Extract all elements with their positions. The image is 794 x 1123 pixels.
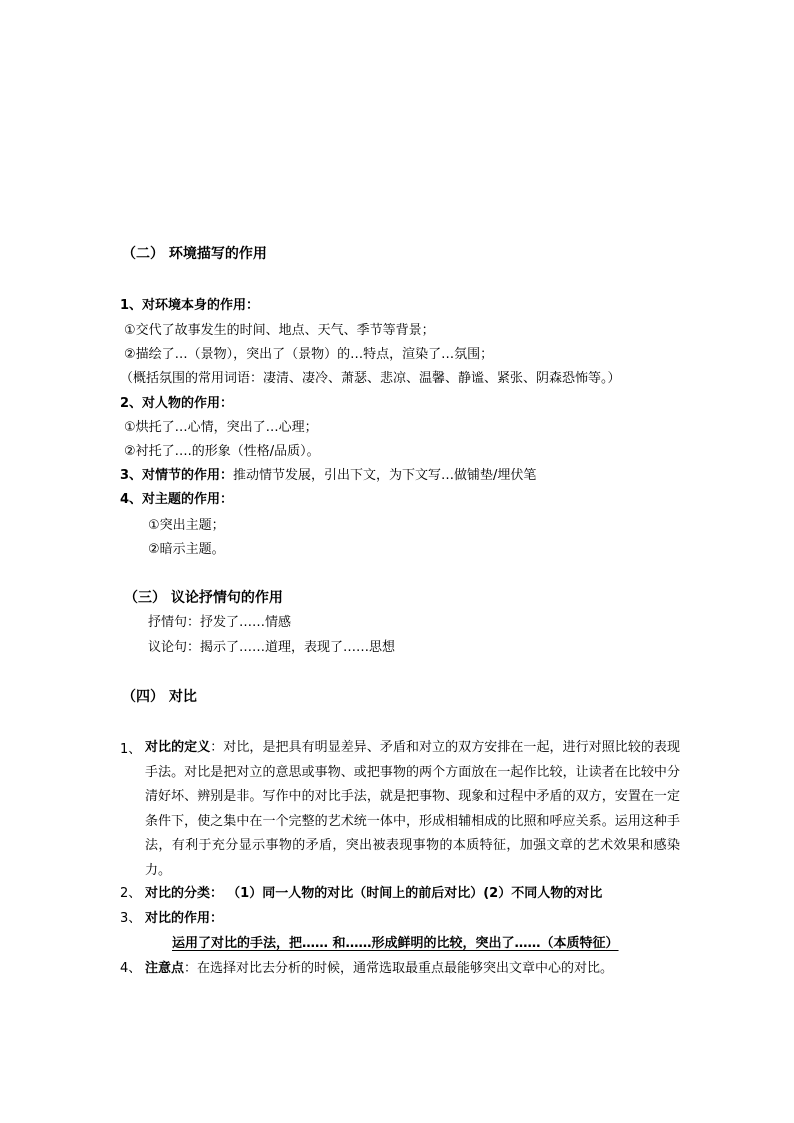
list-item: 议论句：揭示了……道理，表现了……思想: [148, 640, 396, 655]
section-heading-contrast: （四） 对比: [122, 689, 197, 705]
list-item: ①突出主题；: [148, 518, 225, 533]
item-text-attention: ：在选择对比去分析的时候，通常选取最重点最能够突出文章中心的对比。: [184, 961, 614, 976]
item-number: 3、: [120, 911, 142, 926]
list-item: ②暗示主题。: [148, 542, 225, 557]
item-classification: [145, 885, 602, 903]
item-label-theme: 4、对主题的作用：: [120, 492, 234, 507]
list-item: ①烘托了…心情，突出了…心理；: [124, 420, 318, 435]
item-attention: [145, 960, 613, 978]
item-label-environment-itself: 1、对环境本身的作用：: [120, 298, 260, 313]
section-heading-environment: （二） 环境描写的作用: [122, 246, 267, 262]
list-item: ①交代了故事发生的时间、地点、天气、季节等背景；: [124, 323, 435, 338]
item-label-plot: 3、对情节的作用：: [120, 468, 234, 483]
item-number: 2、: [120, 886, 142, 901]
item-number: 4、: [120, 961, 142, 976]
list-item: ②衬托了….的形象（性格/品质）。: [124, 444, 320, 459]
item-text-definition: ：对比，是把具有明显差异、矛盾和对立的双方安排在一起，进行对照比较的表现手法。对比是把对立的意思或事物、或把事物的两个方面放在一起作比较，让读者在比较中分清好坏、辨别是非。写作中的对比手法，就是把事物、现象和过程中矛盾的双方，安置在一定条件下，使之集中在一个完整的艺术统一体中，形成相辅相成的比照和呼应关系。运用这种手法，有利于充分显示事物的矛盾，突出被表现事物的本质特征，加强文章的艺术效果和感染力。: [145, 740, 680, 878]
item-text-plot: 推动情节发展，引出下文，为下文写…做铺垫/埋伏笔: [233, 468, 537, 483]
contrast-function-formula: 运用了对比的手法，把…… 和……形成鲜明的比较，突出了……（本质特征）: [172, 936, 619, 951]
section-heading-argument-lyric: （三） 议论抒情句的作用: [124, 590, 283, 606]
item-label-attention: 注意点: [145, 961, 185, 976]
item-text-classification: （1）同一人物的对比（时间上的前后对比）(2）不同人物的对比: [227, 886, 603, 901]
list-item: 抒情句：抒发了……情感: [148, 615, 292, 630]
item-label-definition: 对比的定义: [145, 740, 211, 755]
item-plot: [120, 467, 536, 485]
contrast-definition-paragraph: [145, 736, 680, 883]
list-item: （概括氛围的常用词语：凄清、凄冷、萧瑟、悲凉、温馨、静谧、紧张、阴森恐怖等。）: [120, 371, 621, 386]
item-label-classification: 对比的分类：: [145, 886, 224, 901]
list-item: ②描绘了…（景物），突出了（景物）的…特点，渲染了…氛围；: [124, 347, 494, 362]
item-number: 1、: [120, 742, 142, 757]
item-label-character: 2、对人物的作用：: [120, 396, 234, 411]
item-label-function: 对比的作用：: [145, 911, 224, 926]
